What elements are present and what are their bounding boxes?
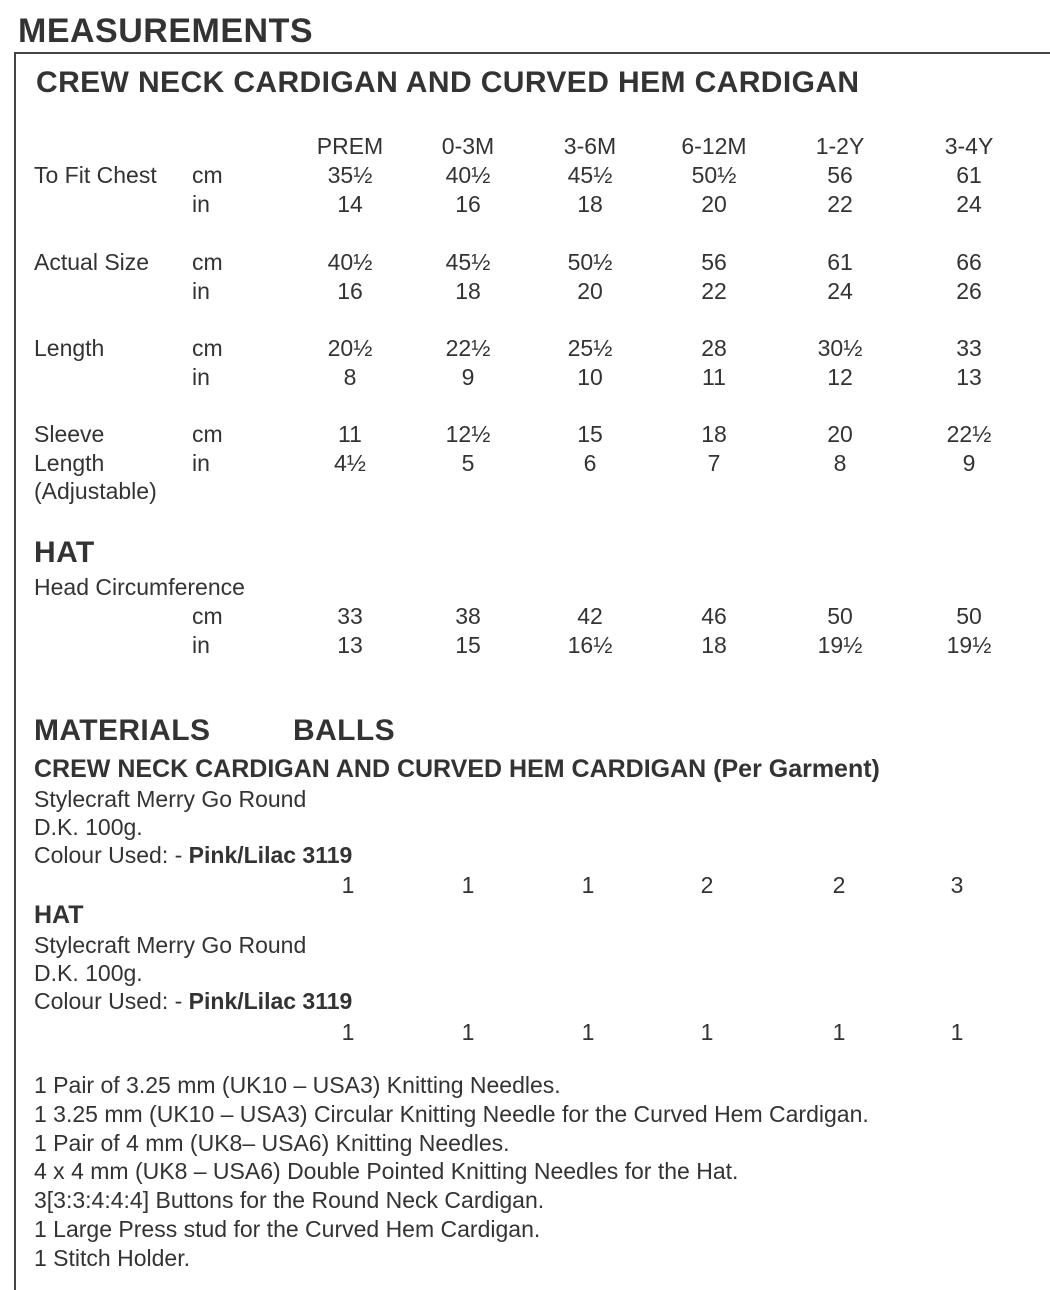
measurement-value: 35½ bbox=[327, 162, 373, 188]
measurement-value: 20 bbox=[577, 277, 603, 304]
ball-count: 3 bbox=[950, 872, 964, 898]
hat-value: 33 bbox=[337, 603, 363, 629]
measurement-value: 7 bbox=[707, 449, 721, 476]
ball-count: 2 bbox=[700, 872, 714, 898]
measurement-value: 56 bbox=[827, 162, 853, 188]
hat-value: 38 bbox=[455, 603, 481, 629]
cardigan-yarn: Stylecraft Merry Go Round bbox=[34, 786, 307, 812]
measurement-label: Actual Size bbox=[34, 249, 150, 275]
measurement-value: 18 bbox=[701, 421, 727, 447]
unit-label: in bbox=[192, 277, 210, 304]
measurement-value: 22 bbox=[701, 277, 727, 304]
measurement-value: 15 bbox=[577, 421, 603, 447]
hat-value: 19½ bbox=[817, 631, 863, 658]
size-header: 1-2Y bbox=[815, 133, 865, 159]
extras-item: 1 Pair of 4 mm (UK8– USA6) Knitting Needles. bbox=[34, 1129, 510, 1156]
hat-weight: D.K. 100g. bbox=[34, 960, 143, 986]
measurement-value: 22½ bbox=[445, 335, 491, 361]
hat-value: 13 bbox=[337, 631, 363, 658]
cardigan-materials-heading: CREW NECK CARDIGAN AND CURVED HEM CARDIGAN (Per Garment) bbox=[34, 755, 880, 783]
unit-label: cm bbox=[192, 249, 223, 275]
hat-value: 18 bbox=[701, 631, 727, 658]
cardigan-colour-value: Pink/Lilac 3119 bbox=[188, 842, 353, 868]
measurement-value: 45½ bbox=[567, 162, 613, 188]
measurement-label: To Fit Chest bbox=[34, 162, 157, 188]
measurement-value: 22 bbox=[827, 190, 853, 217]
measurement-value: 30½ bbox=[817, 335, 863, 361]
extras-item: 1 3.25 mm (UK10 – USA3) Circular Knitting Needle for the Curved Hem Cardigan. bbox=[34, 1100, 869, 1127]
unit-label: in bbox=[192, 449, 210, 476]
size-header: 3-6M bbox=[563, 133, 617, 159]
measurement-value: 25½ bbox=[567, 335, 613, 361]
measurement-value: 61 bbox=[956, 162, 982, 188]
unit-label: in bbox=[192, 190, 210, 217]
measurement-value: 12 bbox=[827, 363, 853, 390]
hat-colour-value: Pink/Lilac 3119 bbox=[188, 988, 353, 1014]
ball-count: 1 bbox=[581, 1019, 595, 1045]
hat-value: 15 bbox=[455, 631, 481, 658]
size-header: 6-12M bbox=[681, 133, 747, 159]
measurement-value: 5 bbox=[461, 449, 475, 476]
measurement-label: (Adjustable) bbox=[34, 478, 157, 504]
extras-item: 1 Stitch Holder. bbox=[34, 1244, 190, 1271]
balls-heading: BALLS bbox=[293, 714, 395, 747]
hat-value: 50 bbox=[956, 603, 982, 629]
extras-item: 3[3:3:4:4:4] Buttons for the Round Neck Cardigan. bbox=[34, 1187, 545, 1214]
measurement-value: 66 bbox=[956, 249, 982, 275]
cardigan-colour-label: Colour Used: - bbox=[34, 842, 189, 868]
measurement-value: 50½ bbox=[567, 249, 613, 275]
hat-materials-heading: HAT bbox=[34, 901, 84, 929]
measurement-value: 28 bbox=[701, 335, 727, 361]
measurement-value: 8 bbox=[343, 363, 357, 390]
measurement-value: 18 bbox=[455, 277, 481, 304]
hat-value: 50 bbox=[827, 603, 853, 629]
extras-item: 1 Pair of 3.25 mm (UK10 – USA3) Knitting Needles. bbox=[34, 1072, 561, 1098]
ball-count: 1 bbox=[341, 1019, 355, 1045]
measurement-value: 14 bbox=[337, 190, 363, 217]
section-title: CREW NECK CARDIGAN AND CURVED HEM CARDIGAN bbox=[36, 66, 860, 99]
ball-count: 1 bbox=[700, 1019, 714, 1045]
measurement-value: 20 bbox=[701, 190, 727, 217]
ball-count: 1 bbox=[341, 872, 355, 898]
hat-yarn: Stylecraft Merry Go Round bbox=[34, 932, 307, 958]
ball-count: 1 bbox=[461, 872, 475, 898]
measurement-value: 12½ bbox=[445, 421, 491, 447]
measurement-value: 16 bbox=[337, 277, 363, 304]
measurement-value: 4½ bbox=[334, 449, 366, 476]
hat-colour-label: Colour Used: - bbox=[34, 988, 189, 1014]
measurement-value: 8 bbox=[833, 449, 847, 476]
hat-label: Head Circumference bbox=[34, 574, 245, 600]
hat-unit-label: in bbox=[192, 631, 210, 658]
ball-count: 1 bbox=[461, 1019, 475, 1045]
extras-item: 4 x 4 mm (UK8 – USA6) Double Pointed Knitting Needles for the Hat. bbox=[34, 1158, 739, 1185]
left-rule bbox=[14, 52, 16, 1290]
measurement-value: 24 bbox=[956, 190, 982, 217]
materials-heading: MATERIALS bbox=[34, 714, 211, 747]
page-title: MEASUREMENTS bbox=[18, 12, 314, 50]
ball-count: 1 bbox=[832, 1019, 846, 1045]
unit-label: cm bbox=[192, 421, 223, 447]
size-header: 3-4Y bbox=[944, 133, 994, 159]
measurement-value: 33 bbox=[956, 335, 982, 361]
ball-count: 2 bbox=[832, 872, 846, 898]
size-header: 0-3M bbox=[441, 133, 495, 159]
hat-value: 42 bbox=[577, 603, 603, 629]
measurement-value: 11 bbox=[702, 363, 726, 390]
hat-value: 16½ bbox=[567, 631, 613, 658]
measurement-value: 45½ bbox=[445, 249, 491, 275]
measurement-value: 6 bbox=[583, 449, 597, 476]
measurement-value: 24 bbox=[827, 277, 853, 304]
cardigan-weight: D.K. 100g. bbox=[34, 814, 143, 840]
cardigan-colour bbox=[34, 842, 352, 869]
hat-value: 46 bbox=[701, 603, 727, 629]
hat-value: 19½ bbox=[946, 631, 992, 658]
unit-label: in bbox=[192, 363, 210, 390]
measurement-value: 22½ bbox=[946, 421, 992, 447]
measurement-value: 40½ bbox=[445, 162, 491, 188]
measurement-value: 40½ bbox=[327, 249, 373, 275]
measurement-label: Length bbox=[34, 449, 105, 476]
measurement-value: 9 bbox=[461, 363, 475, 390]
measurement-value: 26 bbox=[956, 277, 982, 304]
measurement-value: 20 bbox=[827, 421, 853, 447]
unit-label: cm bbox=[192, 335, 223, 361]
ball-count: 1 bbox=[581, 872, 595, 898]
hat-unit-label: cm bbox=[192, 603, 223, 629]
hat-colour bbox=[34, 988, 352, 1015]
ball-count: 1 bbox=[950, 1019, 964, 1045]
measurement-value: 20½ bbox=[327, 335, 373, 361]
measurement-label: Length bbox=[34, 335, 105, 361]
measurement-value: 10 bbox=[577, 363, 603, 390]
measurement-value: 50½ bbox=[691, 162, 737, 188]
size-header: PREM bbox=[316, 133, 384, 159]
measurement-value: 18 bbox=[577, 190, 603, 217]
hat-heading: HAT bbox=[34, 536, 95, 569]
unit-label: cm bbox=[192, 162, 223, 188]
measurement-value: 13 bbox=[956, 363, 982, 390]
measurement-value: 61 bbox=[827, 249, 853, 275]
measurement-label: Sleeve bbox=[34, 421, 105, 447]
top-rule bbox=[14, 52, 1050, 54]
measurement-value: 9 bbox=[962, 449, 976, 476]
measurement-value: 56 bbox=[701, 249, 727, 275]
measurement-value: 11 bbox=[338, 421, 362, 447]
extras-item: 1 Large Press stud for the Curved Hem Cardigan. bbox=[34, 1216, 541, 1242]
measurement-value: 16 bbox=[455, 190, 481, 217]
